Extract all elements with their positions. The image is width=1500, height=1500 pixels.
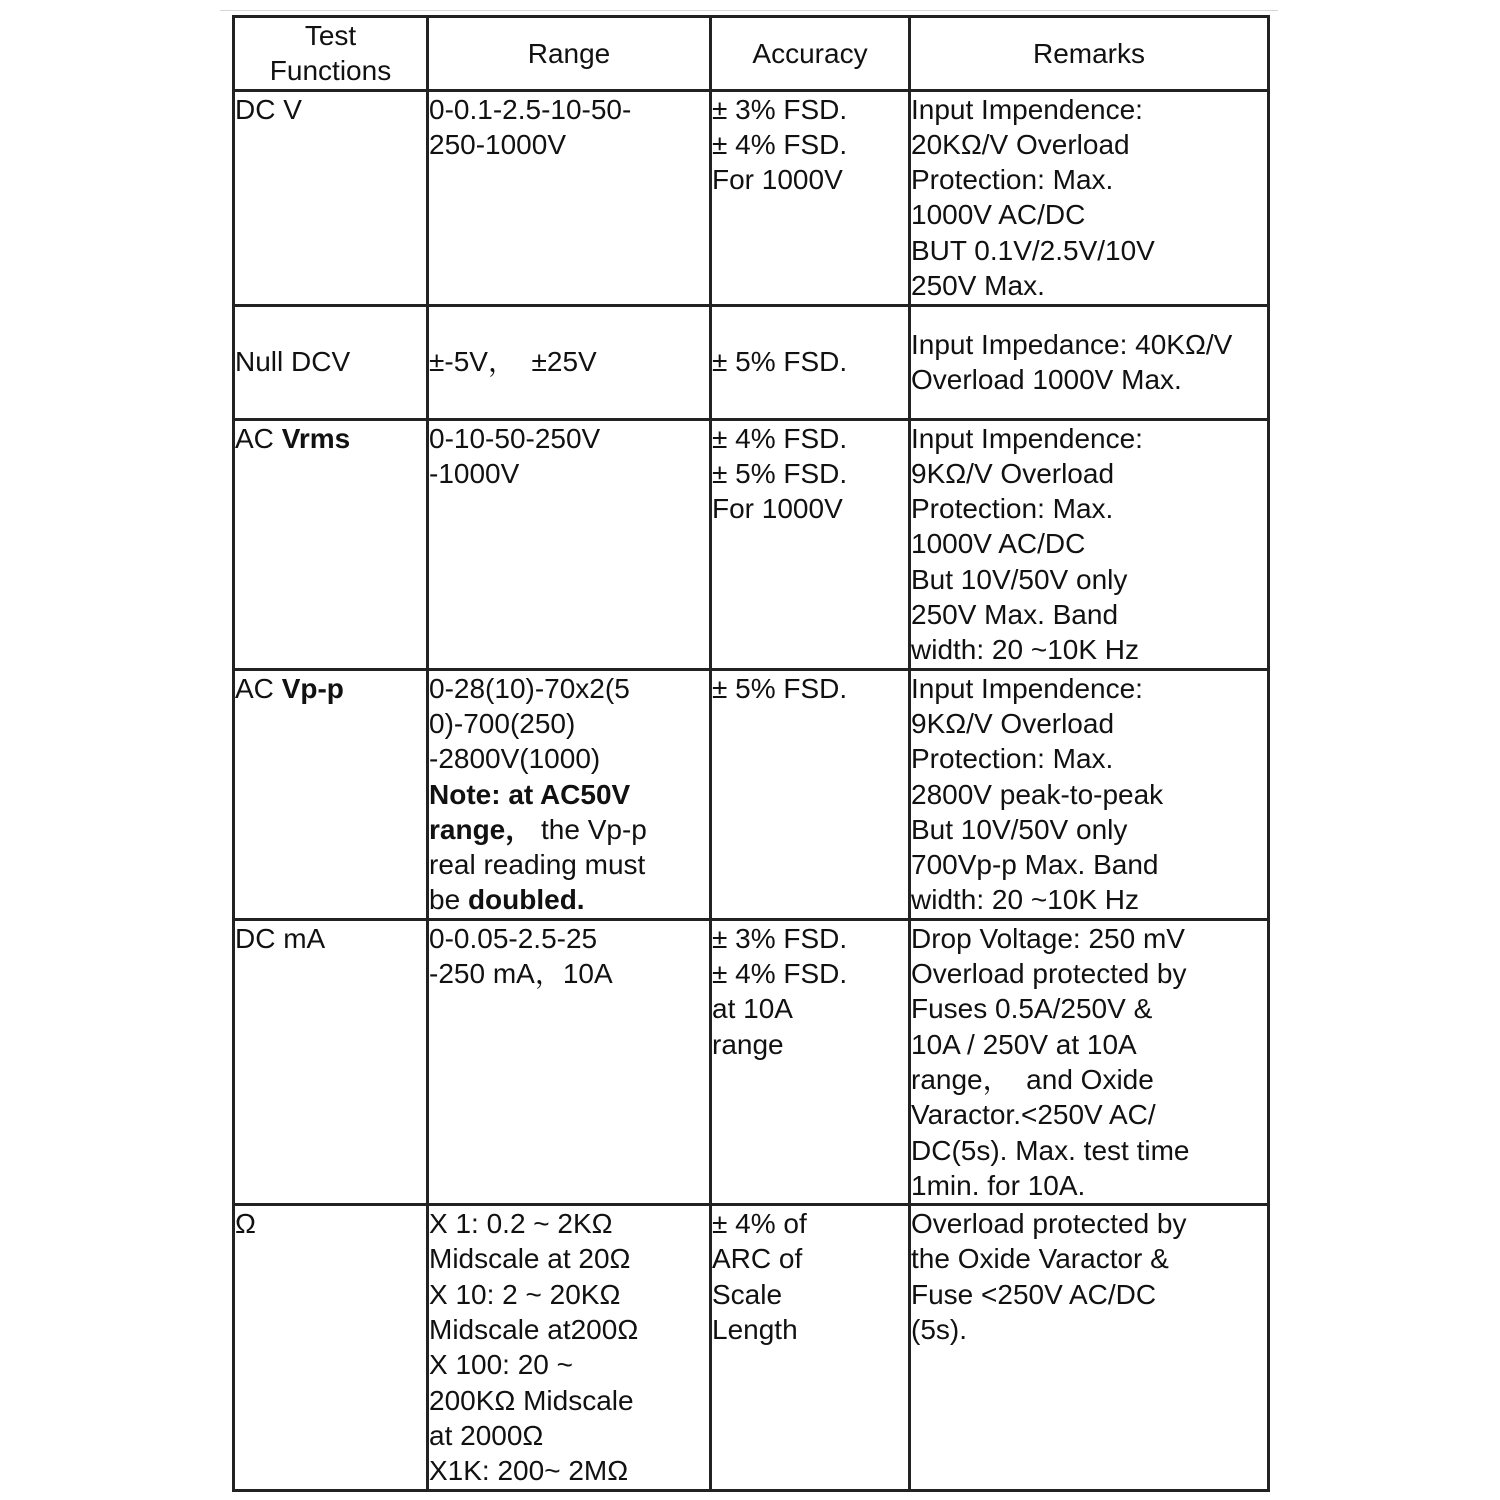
function-cell: Ω — [234, 1205, 428, 1490]
table-row-ohm — [234, 1205, 1269, 1490]
table-header — [234, 17, 1269, 91]
accuracy-cell: ± 5% FSD. — [711, 669, 910, 919]
specifications-table — [232, 15, 1270, 1492]
accuracy-cell: ± 3% FSD. ± 4% FSD. For 1000V — [711, 90, 910, 305]
accuracy-cell: ± 4% of ARC of Scale Length — [711, 1205, 910, 1490]
remarks-cell: Input Impendence: 9KΩ/V Overload Protection: Max. 2800V peak-to-peak But 10V/50V only 700Vp-p Max. Band width: 20 ~10K Hz — [910, 669, 1269, 919]
function-cell: DC V — [234, 90, 428, 305]
range-cell: X 1: 0.2 ~ 2KΩ Midscale at 20Ω X 10: 2 ~ 20KΩ Midscale at200Ω X 100: 20 ~ 200KΩ Midscale at 2000Ω X1K: 200~ 2MΩ — [428, 1205, 711, 1490]
function-cell: Null DCV — [234, 305, 428, 419]
accuracy-cell: ± 3% FSD. ± 4% FSD. at 10A range — [711, 919, 910, 1204]
table-row-null-dcv — [234, 305, 1269, 419]
header-test-functions: Test Functions — [234, 17, 428, 91]
header-remarks: Remarks — [910, 17, 1269, 91]
range-note: Note: at AC50V — [429, 778, 631, 810]
range-cell: 0-0.05-2.5-25 -250 mA，10A — [428, 919, 711, 1204]
top-rule — [220, 10, 1278, 11]
header-accuracy: Accuracy — [711, 17, 910, 91]
remarks-cell: Drop Voltage: 250 mV Overload protected by Fuses 0.5A/250V & 10A / 250V at 10A range， and Oxide Varactor.<250V AC/ DC(5s). Max. test time 1min. for 10A. — [910, 919, 1269, 1204]
header-row — [234, 17, 1269, 91]
remarks-cell: Overload protected by the Oxide Varactor & Fuse <250V AC/DC (5s). — [910, 1205, 1269, 1490]
range-cell: 0-28(10)-70x2(5 0)-700(250) -2800V(1000) Note: at AC50V range， the Vp-p real reading must be doubled. — [428, 669, 711, 919]
accuracy-cell: ± 4% FSD. ± 5% FSD. For 1000V — [711, 419, 910, 669]
remarks-cell: Input Impendence: 9KΩ/V Overload Protection: Max. 1000V AC/DC But 10V/50V only 250V Max. Band width: 20 ~10K Hz — [910, 419, 1269, 669]
table-row-dc-ma — [234, 919, 1269, 1204]
function-cell: DC mA — [234, 919, 428, 1204]
table-row-dc-v — [234, 90, 1269, 305]
accuracy-cell: ± 5% FSD. — [711, 305, 910, 419]
table-row-ac-vpp — [234, 669, 1269, 919]
header-range: Range — [428, 17, 711, 91]
table-row-ac-vrms — [234, 419, 1269, 669]
function-cell: AC Vp-p — [234, 669, 428, 919]
range-cell: 0-0.1-2.5-10-50- 250-1000V — [428, 90, 711, 305]
remarks-cell: Input Impendence: 20KΩ/V Overload Protection: Max. 1000V AC/DC BUT 0.1V/2.5V/10V 250V Max. — [910, 90, 1269, 305]
function-cell: AC Vrms — [234, 419, 428, 669]
range-cell: 0-10-50-250V -1000V — [428, 419, 711, 669]
range-cell: ±-5V， ±25V — [428, 305, 711, 419]
remarks-cell: Input Impedance: 40KΩ/V Overload 1000V Max. — [910, 305, 1269, 419]
